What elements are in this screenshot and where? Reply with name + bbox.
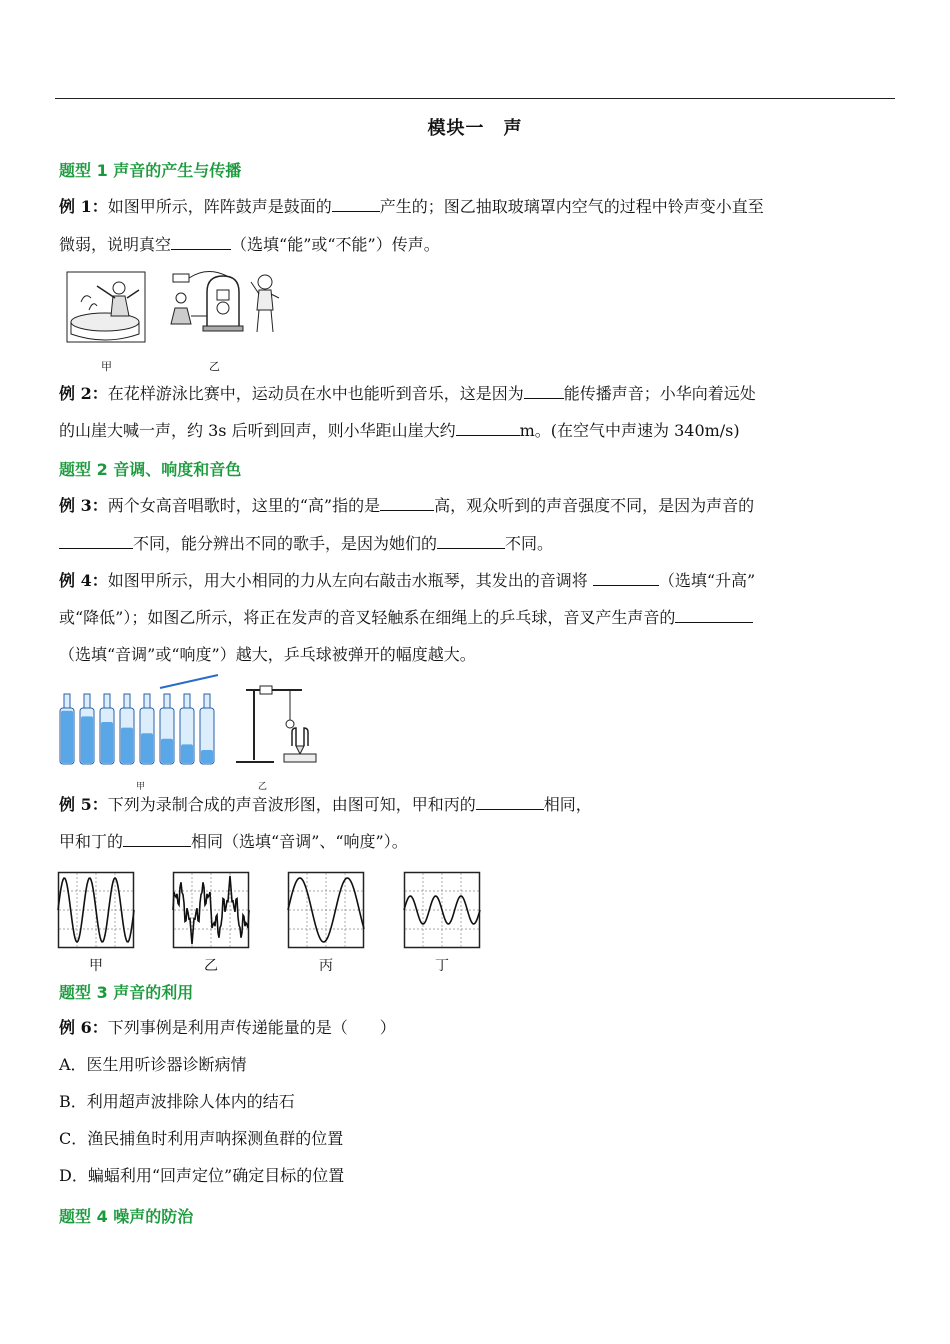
choice-option-d[interactable]: D．蝙蝠利用“回声定位”确定目标的位置: [59, 1166, 345, 1185]
water-bottle: [160, 694, 174, 764]
ex1-line1: 例 1：如图甲所示，阵阵鼓声是鼓面的 产生的；图乙抽取玻璃罩内空气的过程中铃声变小直至: [59, 197, 764, 216]
waveform-caption-ding: 丁: [435, 958, 449, 974]
water-bottle-xylophone: [56, 672, 226, 768]
water-bottle: [100, 694, 114, 764]
answer-blank[interactable]: [437, 533, 505, 549]
ex4-line3: （选填“音调”或“响度”）越大，乒乓球被弹开的幅度越大。: [59, 645, 476, 664]
ex3-line1: 例 3：两个女高音唱歌时，这里的“高”指的是 高，观众听到的声音强度不同，是因为声音的: [59, 496, 755, 515]
answer-blank[interactable]: [59, 533, 133, 549]
water-bottle: [180, 694, 194, 764]
waveform-yi: [173, 872, 249, 948]
water-bottle: [60, 694, 74, 764]
answer-blank[interactable]: [675, 607, 753, 623]
choice-option-c[interactable]: C．渔民捕鱼时利用声呐探测鱼群的位置: [59, 1129, 344, 1148]
waveform-ding: [404, 872, 480, 948]
answer-blank[interactable]: [524, 383, 564, 399]
ex6-label: 例 6：: [59, 1018, 108, 1037]
drummer-figure: [67, 272, 147, 344]
tuning-fork-figure: [230, 684, 322, 770]
waveform-bing: [288, 872, 364, 948]
answer-blank[interactable]: [123, 831, 191, 847]
ex2-label: 例 2：: [59, 384, 108, 403]
ex4-line1: 例 4：如图甲所示，用大小相同的力从左向右敲击水瓶琴，其发出的音调将 （选填“升高”: [59, 571, 756, 590]
choice-option-b[interactable]: B．利用超声波排除人体内的结石: [59, 1092, 295, 1111]
ex5-line2: 甲和丁的 相同（选填“音调”、“响度”）。: [59, 832, 408, 851]
section-heading-3: 题型 3 声音的利用: [59, 983, 194, 1002]
answer-blank[interactable]: [476, 794, 544, 810]
waveform-caption-yi: 乙: [204, 958, 218, 974]
ex3-line2: 不同，能分辨出不同的歌手，是因为她们的 不同。: [59, 533, 553, 554]
page-title: 模块一 声: [427, 118, 523, 139]
answer-blank[interactable]: [380, 495, 434, 511]
ex2-line2: 的山崖大喊一声，约 3s 后听到回声，则小华距山崖大约 m。(在空气中声速为 340m/s): [59, 421, 740, 440]
section-heading-4: 题型 4 噪声的防治: [59, 1207, 194, 1226]
ex6-stem: 例 6：下列事例是利用声传递能量的是（ ）: [59, 1018, 396, 1037]
ex1-line2: 微弱，说明真空 （选填“能”或“不能”）传声。: [59, 235, 440, 254]
figure-caption-yi: 乙: [258, 782, 268, 792]
figure-caption-jia: 甲: [101, 360, 112, 373]
ex3-label: 例 3：: [59, 496, 108, 515]
answer-blank[interactable]: [593, 570, 659, 586]
striking-stick: [160, 675, 218, 688]
ex4-line2: 或“降低”）；如图乙所示，将正在发声的音叉轻触系在细绳上的乒乓球，音叉产生声音的: [59, 607, 753, 628]
ex5-line1: 例 5：下列为录制合成的声音波形图，由图可知，甲和丙的 相同，: [59, 795, 592, 814]
answer-blank[interactable]: [171, 234, 231, 250]
water-bottle: [80, 694, 94, 764]
waveform-caption-jia: 甲: [89, 958, 103, 974]
water-bottle: [140, 694, 154, 764]
ex2-line1: 例 2：在花样游泳比赛中，运动员在水中也能听到音乐，这是因为 能传播声音；小华向着远处: [59, 384, 756, 403]
choice-option-a[interactable]: A．医生用听诊器诊断病情: [59, 1055, 247, 1074]
answer-blank[interactable]: [332, 196, 380, 212]
waveform-caption-bing: 丙: [319, 958, 333, 974]
ex4-label: 例 4：: [59, 571, 108, 590]
figure-caption-yi: 乙: [209, 360, 220, 373]
section-heading-1: 题型 1 声音的产生与传播: [59, 161, 242, 180]
answer-blank[interactable]: [456, 420, 520, 436]
section-heading-2: 题型 2 音调、响度和音色: [59, 460, 242, 479]
figure-caption-jia: 甲: [136, 782, 146, 792]
bell-jar-figure: [167, 268, 287, 336]
waveform-jia: [58, 872, 134, 948]
header-rule: [55, 98, 895, 99]
ex1-label: 例 1：: [59, 197, 108, 216]
water-bottle: [200, 694, 214, 764]
water-bottle: [120, 694, 134, 764]
ex5-label: 例 5：: [59, 795, 108, 814]
